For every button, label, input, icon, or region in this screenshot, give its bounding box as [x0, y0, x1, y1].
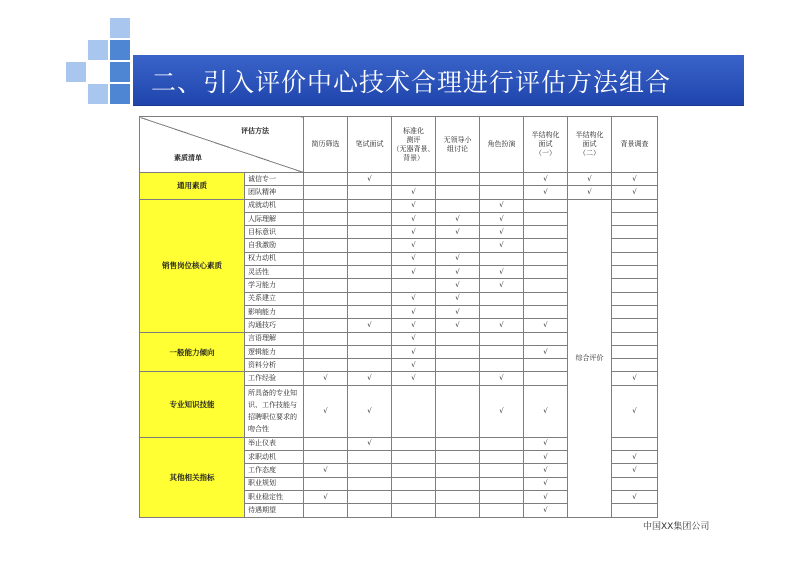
check-cell [304, 173, 348, 186]
check-cell [436, 451, 480, 464]
check-cell [524, 359, 568, 372]
quality-item-cell: 所具备的专业知识、工作技能与招聘职位要求的吻合性 [245, 385, 304, 437]
check-cell [612, 252, 658, 265]
check-cell: √ [436, 252, 480, 265]
check-cell: √ [612, 173, 658, 186]
check-cell [436, 504, 480, 517]
check-cell [436, 199, 480, 212]
check-cell [436, 385, 480, 437]
decorative-square [66, 62, 86, 82]
check-cell: √ [392, 252, 436, 265]
check-cell [480, 345, 524, 358]
check-cell: √ [612, 186, 658, 199]
merged-comprehensive-evaluation-cell: 综合评价 [568, 199, 612, 517]
check-cell [436, 345, 480, 358]
check-cell [480, 359, 524, 372]
quality-item-cell: 学习能力 [245, 279, 304, 292]
method-header-3: 标准化 测评 （无器背景、 背景） [392, 117, 436, 173]
check-cell [392, 173, 436, 186]
check-cell [392, 504, 436, 517]
check-cell: √ [524, 385, 568, 437]
check-cell: √ [568, 186, 612, 199]
check-cell: √ [392, 345, 436, 358]
check-cell [436, 437, 480, 450]
check-cell: √ [392, 305, 436, 318]
check-cell: √ [392, 199, 436, 212]
quality-item-cell: 目标意识 [245, 226, 304, 239]
check-cell [480, 504, 524, 517]
check-cell [524, 372, 568, 385]
check-cell: √ [524, 477, 568, 490]
check-cell [436, 332, 480, 345]
check-cell [348, 186, 392, 199]
check-cell [392, 451, 436, 464]
quality-item-cell: 资料分析 [245, 359, 304, 372]
quality-item-cell: 人际理解 [245, 212, 304, 225]
decorative-square [110, 18, 130, 38]
check-cell [348, 226, 392, 239]
quality-item-cell: 团队精神 [245, 186, 304, 199]
check-cell: √ [480, 266, 524, 279]
check-cell: √ [568, 173, 612, 186]
check-cell [524, 226, 568, 239]
decorative-square [88, 84, 108, 104]
method-header-7: 半结构化 面试 （二） [568, 117, 612, 173]
check-cell: √ [392, 239, 436, 252]
quality-item-cell: 自我激励 [245, 239, 304, 252]
quality-item-cell: 沟通技巧 [245, 319, 304, 332]
decorative-square [110, 84, 130, 104]
check-cell: √ [436, 279, 480, 292]
check-cell [304, 332, 348, 345]
check-cell: √ [480, 279, 524, 292]
check-cell [480, 186, 524, 199]
check-cell [348, 477, 392, 490]
check-cell [612, 199, 658, 212]
check-cell [612, 332, 658, 345]
quality-item-cell: 职业规划 [245, 477, 304, 490]
check-cell: √ [524, 451, 568, 464]
method-header-4: 无领导小 组讨论 [436, 117, 480, 173]
check-cell [348, 332, 392, 345]
check-cell: √ [392, 186, 436, 199]
check-cell: √ [480, 385, 524, 437]
header-row [140, 117, 658, 173]
check-cell [304, 226, 348, 239]
check-cell: √ [480, 226, 524, 239]
quality-category-cell: 通用素质 [140, 173, 245, 200]
company-footer: 中国XX集团公司 [643, 522, 710, 532]
check-cell [480, 437, 524, 450]
check-cell: √ [480, 372, 524, 385]
check-cell [304, 212, 348, 225]
check-cell: √ [524, 490, 568, 503]
check-cell [612, 477, 658, 490]
check-cell: √ [612, 372, 658, 385]
quality-item-cell: 求职动机 [245, 451, 304, 464]
check-cell: √ [392, 319, 436, 332]
quality-item-cell: 待遇期望 [245, 504, 304, 517]
check-cell [436, 477, 480, 490]
quality-item-cell: 职业稳定性 [245, 490, 304, 503]
check-cell [304, 292, 348, 305]
check-cell [392, 464, 436, 477]
check-cell [392, 385, 436, 437]
check-cell [392, 437, 436, 450]
decorative-square [88, 40, 108, 60]
check-cell [480, 464, 524, 477]
check-cell: √ [392, 372, 436, 385]
quality-item-cell: 诚信专一 [245, 173, 304, 186]
check-cell [304, 279, 348, 292]
check-cell [348, 305, 392, 318]
method-header-6: 半结构化 面试 （一） [524, 117, 568, 173]
check-cell [480, 173, 524, 186]
check-cell [524, 266, 568, 279]
check-cell: √ [524, 173, 568, 186]
corner-label-qualities: 素质清单 [174, 154, 202, 162]
check-cell [304, 437, 348, 450]
check-cell [304, 319, 348, 332]
title-bar [133, 55, 744, 106]
quality-item-cell: 权力动机 [245, 252, 304, 265]
method-header-8: 背景调查 [612, 117, 658, 173]
check-cell [480, 305, 524, 318]
check-cell [436, 372, 480, 385]
quality-category-cell: 专业知识技能 [140, 372, 245, 437]
check-cell [304, 451, 348, 464]
check-cell [304, 252, 348, 265]
check-cell: √ [392, 359, 436, 372]
check-cell [524, 332, 568, 345]
quality-item-cell: 影响能力 [245, 305, 304, 318]
quality-category-cell: 一般能力倾向 [140, 332, 245, 372]
check-cell: √ [348, 319, 392, 332]
corner-label-methods: 评估方法 [241, 127, 269, 135]
check-cell [612, 266, 658, 279]
check-cell: √ [612, 464, 658, 477]
check-cell [304, 345, 348, 358]
check-cell: √ [392, 212, 436, 225]
check-cell [612, 239, 658, 252]
check-cell [612, 212, 658, 225]
check-cell [392, 279, 436, 292]
check-cell: √ [524, 504, 568, 517]
check-cell [304, 504, 348, 517]
corner-header-cell [140, 117, 304, 173]
check-cell: √ [436, 266, 480, 279]
method-header-5: 角色扮演 [480, 117, 524, 173]
check-cell [612, 504, 658, 517]
check-cell [612, 319, 658, 332]
assessment-matrix-table [139, 116, 658, 518]
check-cell: √ [524, 464, 568, 477]
check-cell: √ [304, 464, 348, 477]
check-cell [348, 490, 392, 503]
check-cell: √ [392, 292, 436, 305]
check-cell [612, 359, 658, 372]
check-cell: √ [392, 332, 436, 345]
check-cell [392, 477, 436, 490]
check-cell [436, 464, 480, 477]
check-cell [348, 359, 392, 372]
method-header-2: 笔试面试 [348, 117, 392, 173]
check-cell [524, 279, 568, 292]
check-cell [392, 490, 436, 503]
check-cell: √ [480, 199, 524, 212]
check-cell [436, 186, 480, 199]
check-cell [480, 490, 524, 503]
check-cell: √ [612, 451, 658, 464]
check-cell [348, 266, 392, 279]
check-cell: √ [436, 319, 480, 332]
check-cell: √ [436, 292, 480, 305]
check-cell: √ [480, 239, 524, 252]
check-cell: √ [524, 319, 568, 332]
quality-item-cell: 成就动机 [245, 199, 304, 212]
check-cell: √ [348, 173, 392, 186]
check-cell: √ [524, 186, 568, 199]
check-cell [304, 186, 348, 199]
check-cell: √ [304, 490, 348, 503]
decorative-square [110, 40, 130, 60]
table-row [140, 173, 658, 186]
check-cell: √ [304, 385, 348, 437]
quality-item-cell: 工作态度 [245, 464, 304, 477]
check-cell: √ [480, 212, 524, 225]
check-cell: √ [348, 385, 392, 437]
check-cell [348, 504, 392, 517]
check-cell: √ [612, 490, 658, 503]
check-cell [304, 266, 348, 279]
check-cell [480, 252, 524, 265]
check-cell [348, 239, 392, 252]
check-cell [348, 451, 392, 464]
check-cell [304, 359, 348, 372]
check-cell [524, 199, 568, 212]
check-cell: √ [524, 345, 568, 358]
check-cell [480, 292, 524, 305]
check-cell [348, 292, 392, 305]
quality-category-cell: 销售岗位核心素质 [140, 199, 245, 332]
check-cell [612, 345, 658, 358]
check-cell [348, 252, 392, 265]
check-cell [612, 305, 658, 318]
check-cell [612, 437, 658, 450]
slide-title: 二、引入评价中心技术合理进行评估方法组合 [151, 68, 672, 97]
check-cell [524, 292, 568, 305]
check-cell: √ [436, 212, 480, 225]
check-cell [304, 477, 348, 490]
check-cell: √ [524, 437, 568, 450]
check-cell [612, 279, 658, 292]
decorative-square [110, 62, 130, 82]
check-cell [436, 490, 480, 503]
quality-category-cell: 其他相关指标 [140, 437, 245, 517]
quality-item-cell: 举止仪表 [245, 437, 304, 450]
check-cell [612, 292, 658, 305]
check-cell [304, 199, 348, 212]
check-cell [436, 239, 480, 252]
check-cell: √ [348, 372, 392, 385]
check-cell [436, 173, 480, 186]
check-cell [612, 226, 658, 239]
check-cell [436, 359, 480, 372]
check-cell [348, 345, 392, 358]
check-cell [480, 477, 524, 490]
quality-item-cell: 工作经验 [245, 372, 304, 385]
check-cell [348, 199, 392, 212]
check-cell: √ [348, 437, 392, 450]
quality-item-cell: 灵活性 [245, 266, 304, 279]
check-cell: √ [480, 319, 524, 332]
check-cell: √ [392, 226, 436, 239]
check-cell: √ [436, 226, 480, 239]
check-cell [524, 239, 568, 252]
check-cell: √ [304, 372, 348, 385]
method-header-1: 简历筛选 [304, 117, 348, 173]
check-cell: √ [392, 266, 436, 279]
check-cell [524, 212, 568, 225]
check-cell [480, 451, 524, 464]
check-cell [304, 239, 348, 252]
quality-item-cell: 逻辑能力 [245, 345, 304, 358]
check-cell [348, 464, 392, 477]
quality-item-cell: 关系建立 [245, 292, 304, 305]
check-cell [304, 305, 348, 318]
check-cell [348, 212, 392, 225]
check-cell: √ [612, 385, 658, 437]
check-cell [524, 252, 568, 265]
check-cell [348, 279, 392, 292]
check-cell: √ [436, 305, 480, 318]
table-row [140, 199, 658, 212]
check-cell [524, 305, 568, 318]
quality-item-cell: 言语理解 [245, 332, 304, 345]
check-cell [480, 332, 524, 345]
